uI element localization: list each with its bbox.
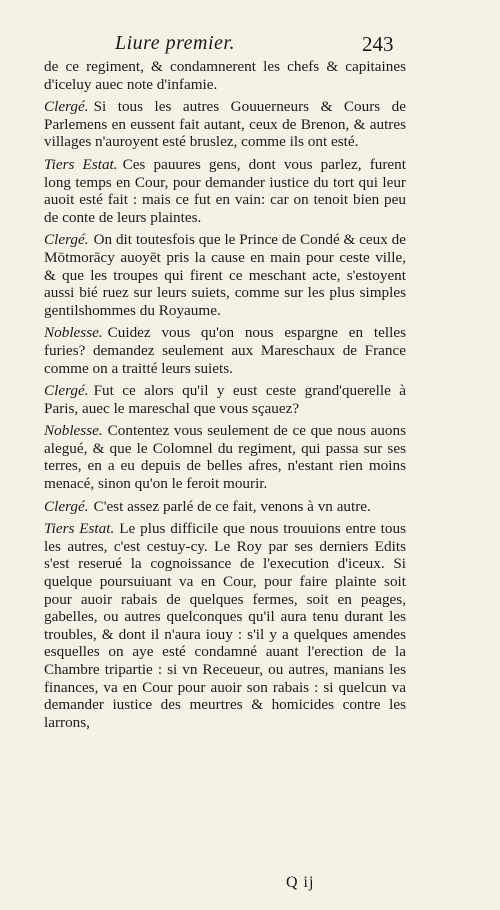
speaker-label: Clergé. bbox=[44, 382, 89, 400]
signature-mark: Q ij bbox=[286, 874, 315, 891]
paragraph-text: Ces pauures gens, dont vous parlez, furent long temps en Cour, pour demander iustice du tort qui leur auoit esté fait : mais ce fut en vain: car on tenoit bien peu de conte de leurs plaintes. bbox=[44, 155, 406, 226]
paragraph-text: Contentez vous seulement de ce que nous auons alegué, & que le Colomnel du regiment, qui passa sur ses terres, en a eu depuis de belles afres, n'estant rien moins menacé, sinon qu'on le feroit mourir. bbox=[44, 422, 406, 493]
paragraph-tiers-estat bbox=[44, 520, 406, 731]
paragraph-tiers-estat bbox=[44, 156, 406, 226]
speaker-label: Clergé. bbox=[44, 497, 89, 515]
paragraph-text: On dit toutesfois que le Prince de Condé & ceux de Mōtmorācy auoyēt pris la cause en main pour ceste ville, & que les troupes qui firent ce meschant acte, s'estoyent aussi bié ruez sur leurs suiets, comme sur les plus simples gentilshommes du Royaume. bbox=[44, 231, 406, 319]
running-head: Liure premier. bbox=[115, 32, 235, 54]
speaker-label: Noblesse. bbox=[44, 324, 103, 342]
paragraph-noblesse bbox=[44, 422, 406, 492]
paragraph-clerge bbox=[44, 498, 406, 516]
paragraph-continuation bbox=[44, 58, 406, 93]
speaker-label: Clergé. bbox=[44, 98, 89, 116]
speaker-label: Tiers Estat. bbox=[44, 520, 115, 538]
paragraph-text: Le plus difficile que nous trouuions entre tous les autres, c'est cestuy-cy. Le Roy par ses derniers Edits s'est reserué la cognoissance de l'execution d'iceux. Si quelque poursuiuant va en Cour, pour faire plainte soit pour auoir rabais de quelques fermes, soit en peages, gabelles, ou autres quelconques qu'il aura tenu durant les troubles, & dont il n'aura iouy : s'il y a quelques amendes esquelles on aye esté condamné auant l'erection de la Chambre tripartie : si vn Receueur, ou autres, manians les finances, va en Cour pour auoir son rabais : si quelcun va demander iustice des meurtres & homicides contre les larrons, bbox=[44, 520, 406, 731]
paragraph-text: Si tous les autres Gouuerneurs & Cours de Parlemens en eussent fait autant, ceux de Brenon, & autres villages n'auroyent esté bruslez, comme ils ont esté. bbox=[44, 98, 406, 151]
paragraph-clerge bbox=[44, 231, 406, 319]
paragraph-text: Cuidez vous qu'on nous espargne en telles furies? demandez seulement aux Mareschaux de France comme on a traitté leurs suiets. bbox=[44, 324, 406, 377]
paragraph-text: de ce regiment, & condamnerent les chefs & capitaines d'iceluy auec note d'infamie. bbox=[44, 58, 406, 93]
speaker-label: Clergé. bbox=[44, 231, 89, 249]
speaker-label: Noblesse. bbox=[44, 422, 103, 440]
paragraph-clerge bbox=[44, 382, 406, 417]
paragraph-text: Fut ce alors qu'il y eust ceste grand'querelle à Paris, auec le mareschal que vous sçauez? bbox=[44, 382, 406, 417]
page-header bbox=[0, 32, 500, 58]
page-number: 243 bbox=[362, 32, 394, 56]
speaker-label: Tiers Estat. bbox=[44, 155, 118, 173]
paragraph-clerge bbox=[44, 98, 406, 151]
paragraph-noblesse bbox=[44, 324, 406, 377]
paragraph-text: C'est assez parlé de ce fait, venons à vn autre. bbox=[93, 497, 371, 515]
page-body bbox=[44, 58, 406, 736]
